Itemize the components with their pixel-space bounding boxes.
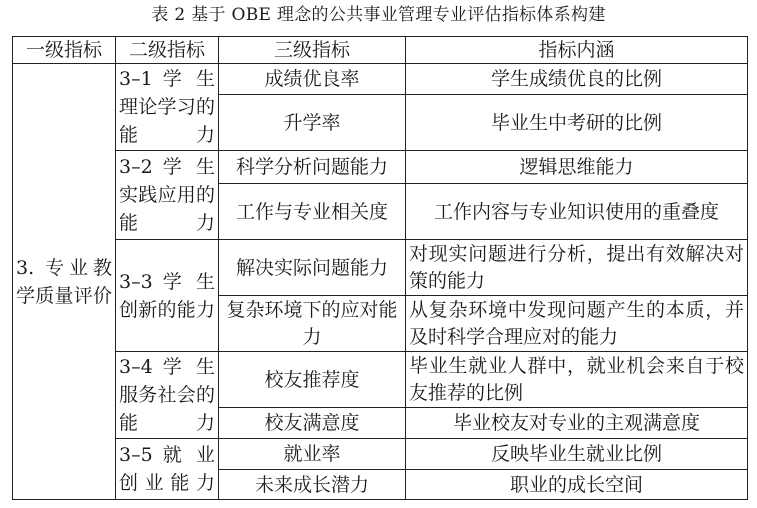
level3-cell: 成绩优良率 xyxy=(219,64,406,95)
content-cell: 毕业生就业人群中，就业机会来自于校友推荐的比例 xyxy=(406,352,748,408)
level3-cell: 工作与专业相关度 xyxy=(219,184,406,240)
table-row xyxy=(13,64,748,95)
table-row xyxy=(13,352,748,408)
content-cell: 毕业校友对专业的主观满意度 xyxy=(406,408,748,439)
table-row xyxy=(13,151,748,184)
level2-cell: 3–4 学 生服务社会的能力 xyxy=(116,352,219,439)
level2-cell: 3–1 学 生理论学习的能力 xyxy=(116,64,219,151)
level3-cell: 科学分析问题能力 xyxy=(219,151,406,184)
content-cell: 学生成绩优良的比例 xyxy=(406,64,748,95)
level3-cell: 解决实际问题能力 xyxy=(219,240,406,296)
level3-cell: 校友满意度 xyxy=(219,408,406,439)
content-cell: 职业的成长空间 xyxy=(406,470,748,500)
header-content: 指标内涵 xyxy=(406,37,748,64)
table-row xyxy=(13,240,748,296)
header-level3: 三级指标 xyxy=(219,37,406,64)
level2-cell: 3–2 学 生实践应用的能力 xyxy=(116,151,219,240)
level3-cell: 就业率 xyxy=(219,439,406,470)
level3-cell: 未来成长潜力 xyxy=(219,470,406,500)
level1-cell: 3. 专业教学质量评价 xyxy=(13,64,116,500)
content-cell: 对现实问题进行分析，提出有效解决对策的能力 xyxy=(406,240,748,296)
content-cell: 从复杂环境中发现问题产生的本质，并及时科学合理应对的能力 xyxy=(406,296,748,352)
level2-cell: 3–5 就 业创业能力 xyxy=(116,439,219,500)
content-cell: 反映毕业生就业比例 xyxy=(406,439,748,470)
table-caption: 表 2 基于 OBE 理念的公共事业管理专业评估指标体系构建 xyxy=(151,5,606,25)
header-level1: 一级指标 xyxy=(13,37,116,64)
header-level2: 二级指标 xyxy=(116,37,219,64)
content-cell: 逻辑思维能力 xyxy=(406,151,748,184)
level3-cell: 校友推荐度 xyxy=(219,352,406,408)
level3-cell: 升学率 xyxy=(219,95,406,151)
level2-cell: 3–3 学 生创新的能力 xyxy=(116,240,219,352)
level3-cell: 复杂环境下的应对能力 xyxy=(219,296,406,352)
header-row xyxy=(13,37,748,64)
content-cell: 工作内容与专业知识使用的重叠度 xyxy=(406,184,748,240)
evaluation-index-table xyxy=(12,36,748,500)
content-cell: 毕业生中考研的比例 xyxy=(406,95,748,151)
table-row xyxy=(13,439,748,470)
